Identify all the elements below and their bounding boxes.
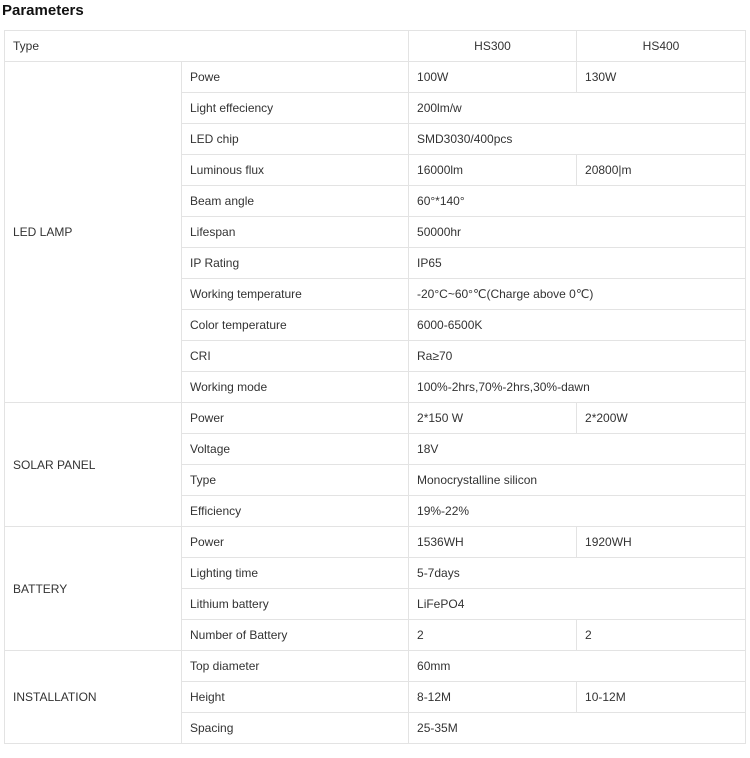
parameter-value-hs300: 1536WH [409,527,577,558]
parameter-value-hs300: 16000lm [409,155,577,186]
parameter-name: Power [182,527,409,558]
group-label: INSTALLATION [5,651,182,744]
parameter-name: Number of Battery [182,620,409,651]
parameter-value: Ra≥70 [409,341,746,372]
parameter-name: Power [182,403,409,434]
parameter-name: Powe [182,62,409,93]
group-label: SOLAR PANEL [5,403,182,527]
parameter-value-hs400: 2 [577,620,746,651]
table-header-row [5,31,746,62]
parameter-value: 200lm/w [409,93,746,124]
header-model-hs400: HS400 [577,31,746,62]
parameter-value-hs400: 10-12M [577,682,746,713]
parameter-value-hs300: 8-12M [409,682,577,713]
table-body [5,31,746,744]
parameter-value: LiFePO4 [409,589,746,620]
parameter-name: Voltage [182,434,409,465]
header-model-hs300: HS300 [409,31,577,62]
parameter-value: 50000hr [409,217,746,248]
parameter-value-hs300: 2 [409,620,577,651]
parameter-value-hs300: 2*150 W [409,403,577,434]
parameter-name: Top diameter [182,651,409,682]
group-label: BATTERY [5,527,182,651]
table-row [5,527,746,558]
parameter-value-hs400: 130W [577,62,746,93]
parameter-name: Type [182,465,409,496]
table-row [5,651,746,682]
parameter-name: IP Rating [182,248,409,279]
parameter-name: LED chip [182,124,409,155]
parameter-name: Height [182,682,409,713]
parameter-value: 6000-6500K [409,310,746,341]
table-row [5,62,746,93]
table-row [5,403,746,434]
parameter-value: 60°*140° [409,186,746,217]
parameter-value-hs400: 2*200W [577,403,746,434]
header-type-label: Type [5,31,409,62]
parameter-name: Luminous flux [182,155,409,186]
parameter-value: 60mm [409,651,746,682]
parameter-name: Lighting time [182,558,409,589]
parameter-value: IP65 [409,248,746,279]
parameter-value: 18V [409,434,746,465]
parameter-name: Lifespan [182,217,409,248]
parameter-value: 5-7days [409,558,746,589]
parameter-value: Monocrystalline silicon [409,465,746,496]
parameter-name: Efficiency [182,496,409,527]
parameter-name: Beam angle [182,186,409,217]
parameter-value-hs400: 20800|m [577,155,746,186]
parameter-name: CRI [182,341,409,372]
parameter-name: Spacing [182,713,409,744]
parameter-value-hs400: 1920WH [577,527,746,558]
parameter-name: Working mode [182,372,409,403]
parameters-table [4,30,746,744]
parameter-value: -20°C~60°℃(Charge above 0℃) [409,279,746,310]
parameter-value: SMD3030/400pcs [409,124,746,155]
parameter-name: Light effeciency [182,93,409,124]
group-label: LED LAMP [5,62,182,403]
page-title: Parameters [2,2,84,19]
parameter-name: Lithium battery [182,589,409,620]
parameter-value: 25-35M [409,713,746,744]
parameter-name: Working temperature [182,279,409,310]
parameter-name: Color temperature [182,310,409,341]
parameter-value: 100%-2hrs,70%-2hrs,30%-dawn [409,372,746,403]
parameter-value: 19%-22% [409,496,746,527]
parameter-value-hs300: 100W [409,62,577,93]
